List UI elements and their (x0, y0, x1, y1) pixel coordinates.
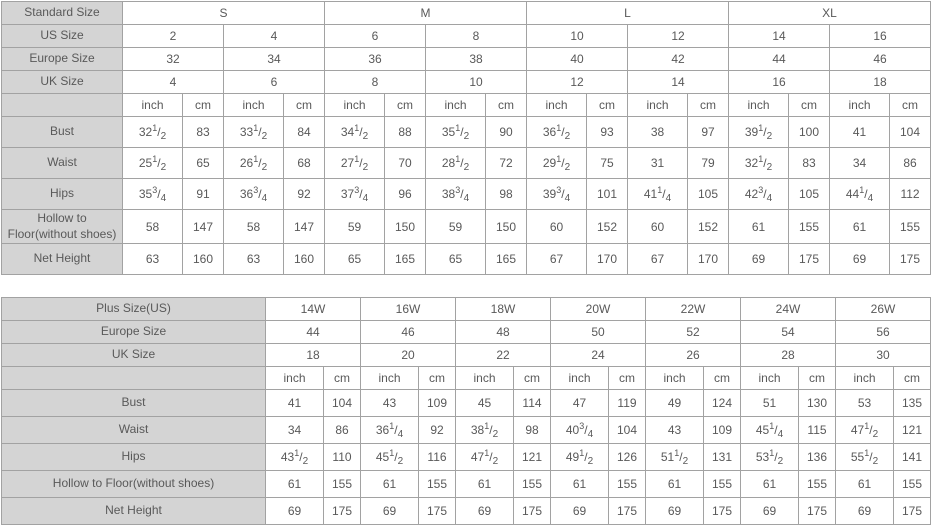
value-cell: $32^1/_2$ (729, 148, 789, 179)
value-cell: 63 (123, 244, 183, 275)
value-cell: 147 (183, 210, 224, 244)
value-cell: 58 (123, 210, 183, 244)
unit-cell: inch (836, 367, 894, 390)
value-cell: 86 (890, 148, 931, 179)
value-cell: 24W (741, 298, 836, 321)
value-cell: 59 (325, 210, 385, 244)
value-cell: 26 (646, 344, 741, 367)
value-cell: 46 (830, 48, 931, 71)
table-row (2, 417, 931, 444)
value-cell: 72 (486, 148, 527, 179)
value-cell: 86 (324, 417, 361, 444)
value-cell: 175 (894, 498, 931, 525)
value-cell: 46 (361, 321, 456, 344)
value-cell: 65 (183, 148, 224, 179)
value-cell: 155 (789, 210, 830, 244)
row-label: UK Size (2, 344, 266, 367)
value-cell: 4 (123, 71, 224, 94)
value-cell: $36^1/_4$ (361, 417, 419, 444)
value-cell: 68 (284, 148, 325, 179)
value-cell: 8 (325, 71, 426, 94)
value-cell: $45^1/_4$ (741, 417, 799, 444)
value-cell: 70 (385, 148, 426, 179)
value-cell: 75 (587, 148, 628, 179)
value-cell: $28^1/_2$ (426, 148, 486, 179)
value-cell: 175 (799, 498, 836, 525)
value-cell: 18 (266, 344, 361, 367)
value-cell: 69 (741, 498, 799, 525)
value-cell: 83 (789, 148, 830, 179)
value-cell: 155 (609, 471, 646, 498)
unit-cell: inch (123, 94, 183, 117)
row-label: Europe Size (2, 321, 266, 344)
value-cell: 38 (628, 117, 688, 148)
value-cell: 24 (551, 344, 646, 367)
value-cell: 97 (688, 117, 729, 148)
table-row (2, 471, 931, 498)
value-cell: 61 (836, 471, 894, 498)
unit-cell: cm (183, 94, 224, 117)
unit-cell: inch (729, 94, 789, 117)
value-cell: 43 (646, 417, 704, 444)
value-cell: 69 (456, 498, 514, 525)
value-cell: 69 (836, 498, 894, 525)
value-cell: $38^3/_4$ (426, 179, 486, 210)
value-cell: 84 (284, 117, 325, 148)
value-cell: 100 (789, 117, 830, 148)
table-row (2, 148, 931, 179)
table-row (2, 367, 931, 390)
value-cell: $42^3/_4$ (729, 179, 789, 210)
value-cell: 22 (456, 344, 551, 367)
value-cell: 152 (688, 210, 729, 244)
value-cell: $44^1/_4$ (830, 179, 890, 210)
value-cell: 92 (284, 179, 325, 210)
value-cell: 124 (704, 390, 741, 417)
value-cell: 92 (419, 417, 456, 444)
value-cell: 155 (704, 471, 741, 498)
value-cell: 53 (836, 390, 894, 417)
value-cell: 155 (514, 471, 551, 498)
value-cell: 20 (361, 344, 456, 367)
value-cell: 165 (385, 244, 426, 275)
value-cell: 175 (419, 498, 456, 525)
table-row (2, 498, 931, 525)
table-row (2, 71, 931, 94)
value-cell: 42 (628, 48, 729, 71)
unit-cell: inch (426, 94, 486, 117)
standard-size-table (1, 1, 931, 275)
row-label: Bust (2, 117, 123, 148)
value-cell: $39^1/_2$ (729, 117, 789, 148)
table-row (2, 444, 931, 471)
value-cell: $34^1/_2$ (325, 117, 385, 148)
unit-cell: cm (704, 367, 741, 390)
value-cell: 40 (527, 48, 628, 71)
value-cell: 31 (628, 148, 688, 179)
value-cell: S (123, 2, 325, 25)
value-cell: 93 (587, 117, 628, 148)
value-cell: 61 (266, 471, 324, 498)
unit-cell: cm (799, 367, 836, 390)
row-label: Net Height (2, 498, 266, 525)
value-cell: 88 (385, 117, 426, 148)
row-label: Net Height (2, 244, 123, 275)
value-cell: 61 (741, 471, 799, 498)
value-cell: $40^3/_4$ (551, 417, 609, 444)
value-cell: 69 (551, 498, 609, 525)
value-cell: 14 (729, 25, 830, 48)
value-cell: 2 (123, 25, 224, 48)
row-label: Hollow to Floor(without shoes) (2, 210, 123, 244)
value-cell: 83 (183, 117, 224, 148)
value-cell: 52 (646, 321, 741, 344)
value-cell: 61 (361, 471, 419, 498)
row-label: UK Size (2, 71, 123, 94)
row-label: Waist (2, 417, 266, 444)
value-cell: 160 (183, 244, 224, 275)
value-cell: 155 (799, 471, 836, 498)
value-cell: 16W (361, 298, 456, 321)
standard-size-table-body (2, 2, 931, 275)
value-cell: 175 (609, 498, 646, 525)
value-cell: 175 (890, 244, 931, 275)
value-cell: 51 (741, 390, 799, 417)
value-cell: 98 (514, 417, 551, 444)
row-label: Hips (2, 444, 266, 471)
value-cell: 104 (324, 390, 361, 417)
unit-cell: inch (741, 367, 799, 390)
value-cell: 60 (628, 210, 688, 244)
row-label: Hips (2, 179, 123, 210)
value-cell: 8 (426, 25, 527, 48)
value-cell: 61 (830, 210, 890, 244)
unit-cell: inch (361, 367, 419, 390)
value-cell: 150 (385, 210, 426, 244)
value-cell: $36^3/_4$ (224, 179, 284, 210)
value-cell: 14W (266, 298, 361, 321)
value-cell: XL (729, 2, 931, 25)
value-cell: 61 (729, 210, 789, 244)
value-cell: 104 (609, 417, 646, 444)
unit-cell: cm (284, 94, 325, 117)
row-label (2, 94, 123, 117)
unit-cell: inch (527, 94, 587, 117)
value-cell: 38 (426, 48, 527, 71)
table-row (2, 179, 931, 210)
value-cell: 96 (385, 179, 426, 210)
value-cell: 50 (551, 321, 646, 344)
value-cell: 43 (361, 390, 419, 417)
value-cell: 69 (266, 498, 324, 525)
value-cell: 104 (890, 117, 931, 148)
value-cell: 63 (224, 244, 284, 275)
value-cell: 59 (426, 210, 486, 244)
value-cell: 131 (704, 444, 741, 471)
value-cell: 147 (284, 210, 325, 244)
value-cell: 119 (609, 390, 646, 417)
value-cell: 16 (729, 71, 830, 94)
value-cell: $37^3/_4$ (325, 179, 385, 210)
unit-cell: inch (628, 94, 688, 117)
value-cell: 109 (704, 417, 741, 444)
value-cell: 141 (894, 444, 931, 471)
plus-size-table (1, 297, 931, 525)
value-cell: 10 (527, 25, 628, 48)
value-cell: 65 (325, 244, 385, 275)
value-cell: 14 (628, 71, 729, 94)
value-cell: 54 (741, 321, 836, 344)
value-cell: $33^1/_2$ (224, 117, 284, 148)
value-cell: 61 (646, 471, 704, 498)
value-cell: 155 (894, 471, 931, 498)
value-cell: $29^1/_2$ (527, 148, 587, 179)
value-cell: $36^1/_2$ (527, 117, 587, 148)
value-cell: 18 (830, 71, 931, 94)
value-cell: 16 (830, 25, 931, 48)
value-cell: 109 (419, 390, 456, 417)
unit-cell: inch (325, 94, 385, 117)
value-cell: $35^1/_2$ (426, 117, 486, 148)
unit-cell: cm (789, 94, 830, 117)
table-row (2, 390, 931, 417)
value-cell: 34 (266, 417, 324, 444)
value-cell: 34 (830, 148, 890, 179)
value-cell: 22W (646, 298, 741, 321)
value-cell: 170 (587, 244, 628, 275)
value-cell: 170 (688, 244, 729, 275)
unit-cell: cm (890, 94, 931, 117)
value-cell: 30 (836, 344, 931, 367)
value-cell: M (325, 2, 527, 25)
value-cell: 175 (514, 498, 551, 525)
table-row (2, 210, 931, 244)
value-cell: 48 (456, 321, 551, 344)
unit-cell: inch (456, 367, 514, 390)
value-cell: 58 (224, 210, 284, 244)
value-cell: 155 (324, 471, 361, 498)
row-label: Bust (2, 390, 266, 417)
value-cell: 152 (587, 210, 628, 244)
value-cell: 28 (741, 344, 836, 367)
value-cell: $27^1/_2$ (325, 148, 385, 179)
value-cell: 45 (456, 390, 514, 417)
value-cell: 61 (456, 471, 514, 498)
value-cell: 114 (514, 390, 551, 417)
row-label (2, 367, 266, 390)
value-cell: 155 (890, 210, 931, 244)
value-cell: 6 (224, 71, 325, 94)
unit-cell: cm (688, 94, 729, 117)
value-cell: 67 (628, 244, 688, 275)
value-cell: 6 (325, 25, 426, 48)
value-cell: $26^1/_2$ (224, 148, 284, 179)
table-row (2, 244, 931, 275)
value-cell: 56 (836, 321, 931, 344)
unit-cell: inch (266, 367, 324, 390)
value-cell: 79 (688, 148, 729, 179)
value-cell: 126 (609, 444, 646, 471)
value-cell: 130 (799, 390, 836, 417)
value-cell: $47^1/_2$ (456, 444, 514, 471)
value-cell: 65 (426, 244, 486, 275)
unit-cell: inch (224, 94, 284, 117)
value-cell: 36 (325, 48, 426, 71)
value-cell: 12 (527, 71, 628, 94)
plus-size-table-body (2, 298, 931, 525)
row-label: Standard Size (2, 2, 123, 25)
value-cell: 44 (729, 48, 830, 71)
value-cell: $39^3/_4$ (527, 179, 587, 210)
unit-cell: cm (609, 367, 646, 390)
unit-cell: cm (385, 94, 426, 117)
value-cell: 12 (628, 25, 729, 48)
value-cell: $55^1/_2$ (836, 444, 894, 471)
value-cell: $53^1/_2$ (741, 444, 799, 471)
value-cell: 67 (527, 244, 587, 275)
row-label: Europe Size (2, 48, 123, 71)
value-cell: 121 (894, 417, 931, 444)
unit-cell: inch (646, 367, 704, 390)
table-row (2, 344, 931, 367)
value-cell: $43^1/_2$ (266, 444, 324, 471)
unit-cell: cm (419, 367, 456, 390)
value-cell: 165 (486, 244, 527, 275)
row-label: Hollow to Floor(without shoes) (2, 471, 266, 498)
value-cell: 101 (587, 179, 628, 210)
value-cell: 20W (551, 298, 646, 321)
value-cell: 49 (646, 390, 704, 417)
value-cell: 44 (266, 321, 361, 344)
table-row (2, 321, 931, 344)
value-cell: 175 (789, 244, 830, 275)
value-cell: 105 (789, 179, 830, 210)
value-cell: $51^1/_2$ (646, 444, 704, 471)
value-cell: $47^1/_2$ (836, 417, 894, 444)
table-row (2, 94, 931, 117)
row-label: US Size (2, 25, 123, 48)
row-label: Waist (2, 148, 123, 179)
unit-cell: cm (587, 94, 628, 117)
value-cell: 150 (486, 210, 527, 244)
value-cell: 160 (284, 244, 325, 275)
value-cell: 41 (266, 390, 324, 417)
value-cell: 116 (419, 444, 456, 471)
value-cell: 91 (183, 179, 224, 210)
unit-cell: cm (514, 367, 551, 390)
row-label: Plus Size(US) (2, 298, 266, 321)
value-cell: 61 (551, 471, 609, 498)
value-cell: 69 (830, 244, 890, 275)
value-cell: 115 (799, 417, 836, 444)
value-cell: 135 (894, 390, 931, 417)
value-cell: $45^1/_2$ (361, 444, 419, 471)
unit-cell: inch (830, 94, 890, 117)
value-cell: 155 (419, 471, 456, 498)
table-row (2, 48, 931, 71)
value-cell: 136 (799, 444, 836, 471)
value-cell: $32^1/_2$ (123, 117, 183, 148)
value-cell: 41 (830, 117, 890, 148)
value-cell: 175 (324, 498, 361, 525)
value-cell: 32 (123, 48, 224, 71)
table-row (2, 117, 931, 148)
value-cell: 4 (224, 25, 325, 48)
value-cell: 69 (646, 498, 704, 525)
unit-cell: cm (324, 367, 361, 390)
value-cell: 175 (704, 498, 741, 525)
value-cell: 26W (836, 298, 931, 321)
table-row (2, 25, 931, 48)
value-cell: $49^1/_2$ (551, 444, 609, 471)
value-cell: 90 (486, 117, 527, 148)
table-row (2, 298, 931, 321)
value-cell: L (527, 2, 729, 25)
value-cell: $38^1/_2$ (456, 417, 514, 444)
value-cell: $41^1/_4$ (628, 179, 688, 210)
value-cell: 10 (426, 71, 527, 94)
value-cell: 47 (551, 390, 609, 417)
value-cell: 18W (456, 298, 551, 321)
unit-cell: inch (551, 367, 609, 390)
value-cell: $25^1/_2$ (123, 148, 183, 179)
value-cell: 69 (361, 498, 419, 525)
value-cell: 69 (729, 244, 789, 275)
table-row (2, 2, 931, 25)
unit-cell: cm (894, 367, 931, 390)
value-cell: 121 (514, 444, 551, 471)
unit-cell: cm (486, 94, 527, 117)
value-cell: 98 (486, 179, 527, 210)
value-cell: 112 (890, 179, 931, 210)
value-cell: 60 (527, 210, 587, 244)
value-cell: 34 (224, 48, 325, 71)
value-cell: 110 (324, 444, 361, 471)
value-cell: 105 (688, 179, 729, 210)
value-cell: $35^3/_4$ (123, 179, 183, 210)
